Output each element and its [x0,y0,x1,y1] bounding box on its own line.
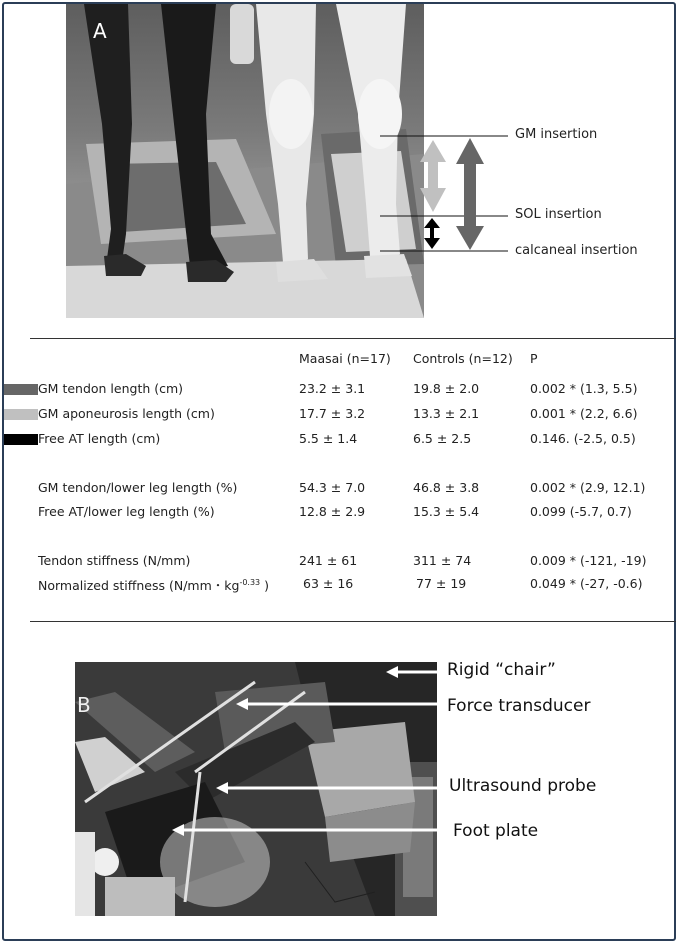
gm-insertion-label: GM insertion [515,127,598,142]
row-label-normalized-stiffness: Normalized stiffness (N/mm・$kg^{-0.33}$ ) [38,577,269,593]
gm-tendon-arrow [456,138,484,250]
row-p: 0.099 (-5.7, 0.7) [530,504,632,519]
row-p: 0.001 * (2.2, 6.6) [530,406,638,421]
row-label: Tendon stiffness (N/mm) [38,553,191,568]
row-controls: 15.3 ± 5.4 [413,504,480,519]
row-controls: 77 ± 19 [416,576,467,591]
row-controls: 19.8 ± 2.0 [413,381,480,396]
row-p: 0.002 * (2.9, 12.1) [530,480,646,495]
row-maasai: 17.7 ± 3.2 [299,406,366,421]
row-controls: 6.5 ± 2.5 [413,431,472,446]
row-maasai: 54.3 ± 7.0 [299,480,366,495]
row-label: Free AT length (cm) [38,431,161,446]
rigid-chair-label: Rigid “chair” [447,660,556,680]
header-controls: Controls (n=12) [413,351,513,366]
row-maasai: 12.8 ± 2.9 [299,504,366,519]
header-p: P [530,351,538,366]
row-label: GM tendon/lower leg length (%) [38,480,238,495]
foot-plate-label: Foot plate [453,821,539,841]
row-maasai: 63 ± 16 [303,576,354,591]
sol-insertion-label: SOL insertion [515,207,602,222]
row-controls: 46.8 ± 3.8 [413,480,480,495]
row-p: 0.049 * (-27, -0.6) [530,576,643,591]
row-label: Free AT/lower leg length (%) [38,504,215,519]
swatch-aponeurosis [4,409,38,420]
row-label: GM aponeurosis length (cm) [38,406,215,421]
rigid-chair-arrow [386,666,440,678]
force-transducer-arrow [236,698,440,710]
free-at-arrow [424,218,440,249]
row-controls: 311 ± 74 [413,553,472,568]
row-p: 0.009 * (-121, -19) [530,553,647,568]
panel-a-letter: A [93,19,107,43]
swatch-free-at [4,434,38,445]
force-transducer-label: Force transducer [447,696,591,716]
ultrasound-probe-arrow [216,782,440,794]
insertion-annotations [0,0,680,330]
row-label: GM tendon length (cm) [38,381,184,396]
divider-top [30,338,676,339]
calcaneal-insertion-label: calcaneal insertion [515,243,638,258]
row-p: 0.002 * (1.3, 5.5) [530,381,638,396]
setup-annotations [0,640,680,860]
panel-b-letter: B [77,693,91,717]
ultrasound-probe-label: Ultrasound probe [449,776,597,796]
foot-plate-arrow [172,824,440,836]
swatch-gm-tendon [4,384,38,395]
divider-bottom [30,621,676,622]
aponeurosis-arrow [420,140,446,212]
row-maasai: 5.5 ± 1.4 [299,431,358,446]
row-controls: 13.3 ± 2.1 [413,406,480,421]
row-maasai: 23.2 ± 3.1 [299,381,366,396]
row-maasai: 241 ± 61 [299,553,358,568]
header-maasai: Maasai (n=17) [299,351,391,366]
row-p: 0.146. (-2.5, 0.5) [530,431,636,446]
